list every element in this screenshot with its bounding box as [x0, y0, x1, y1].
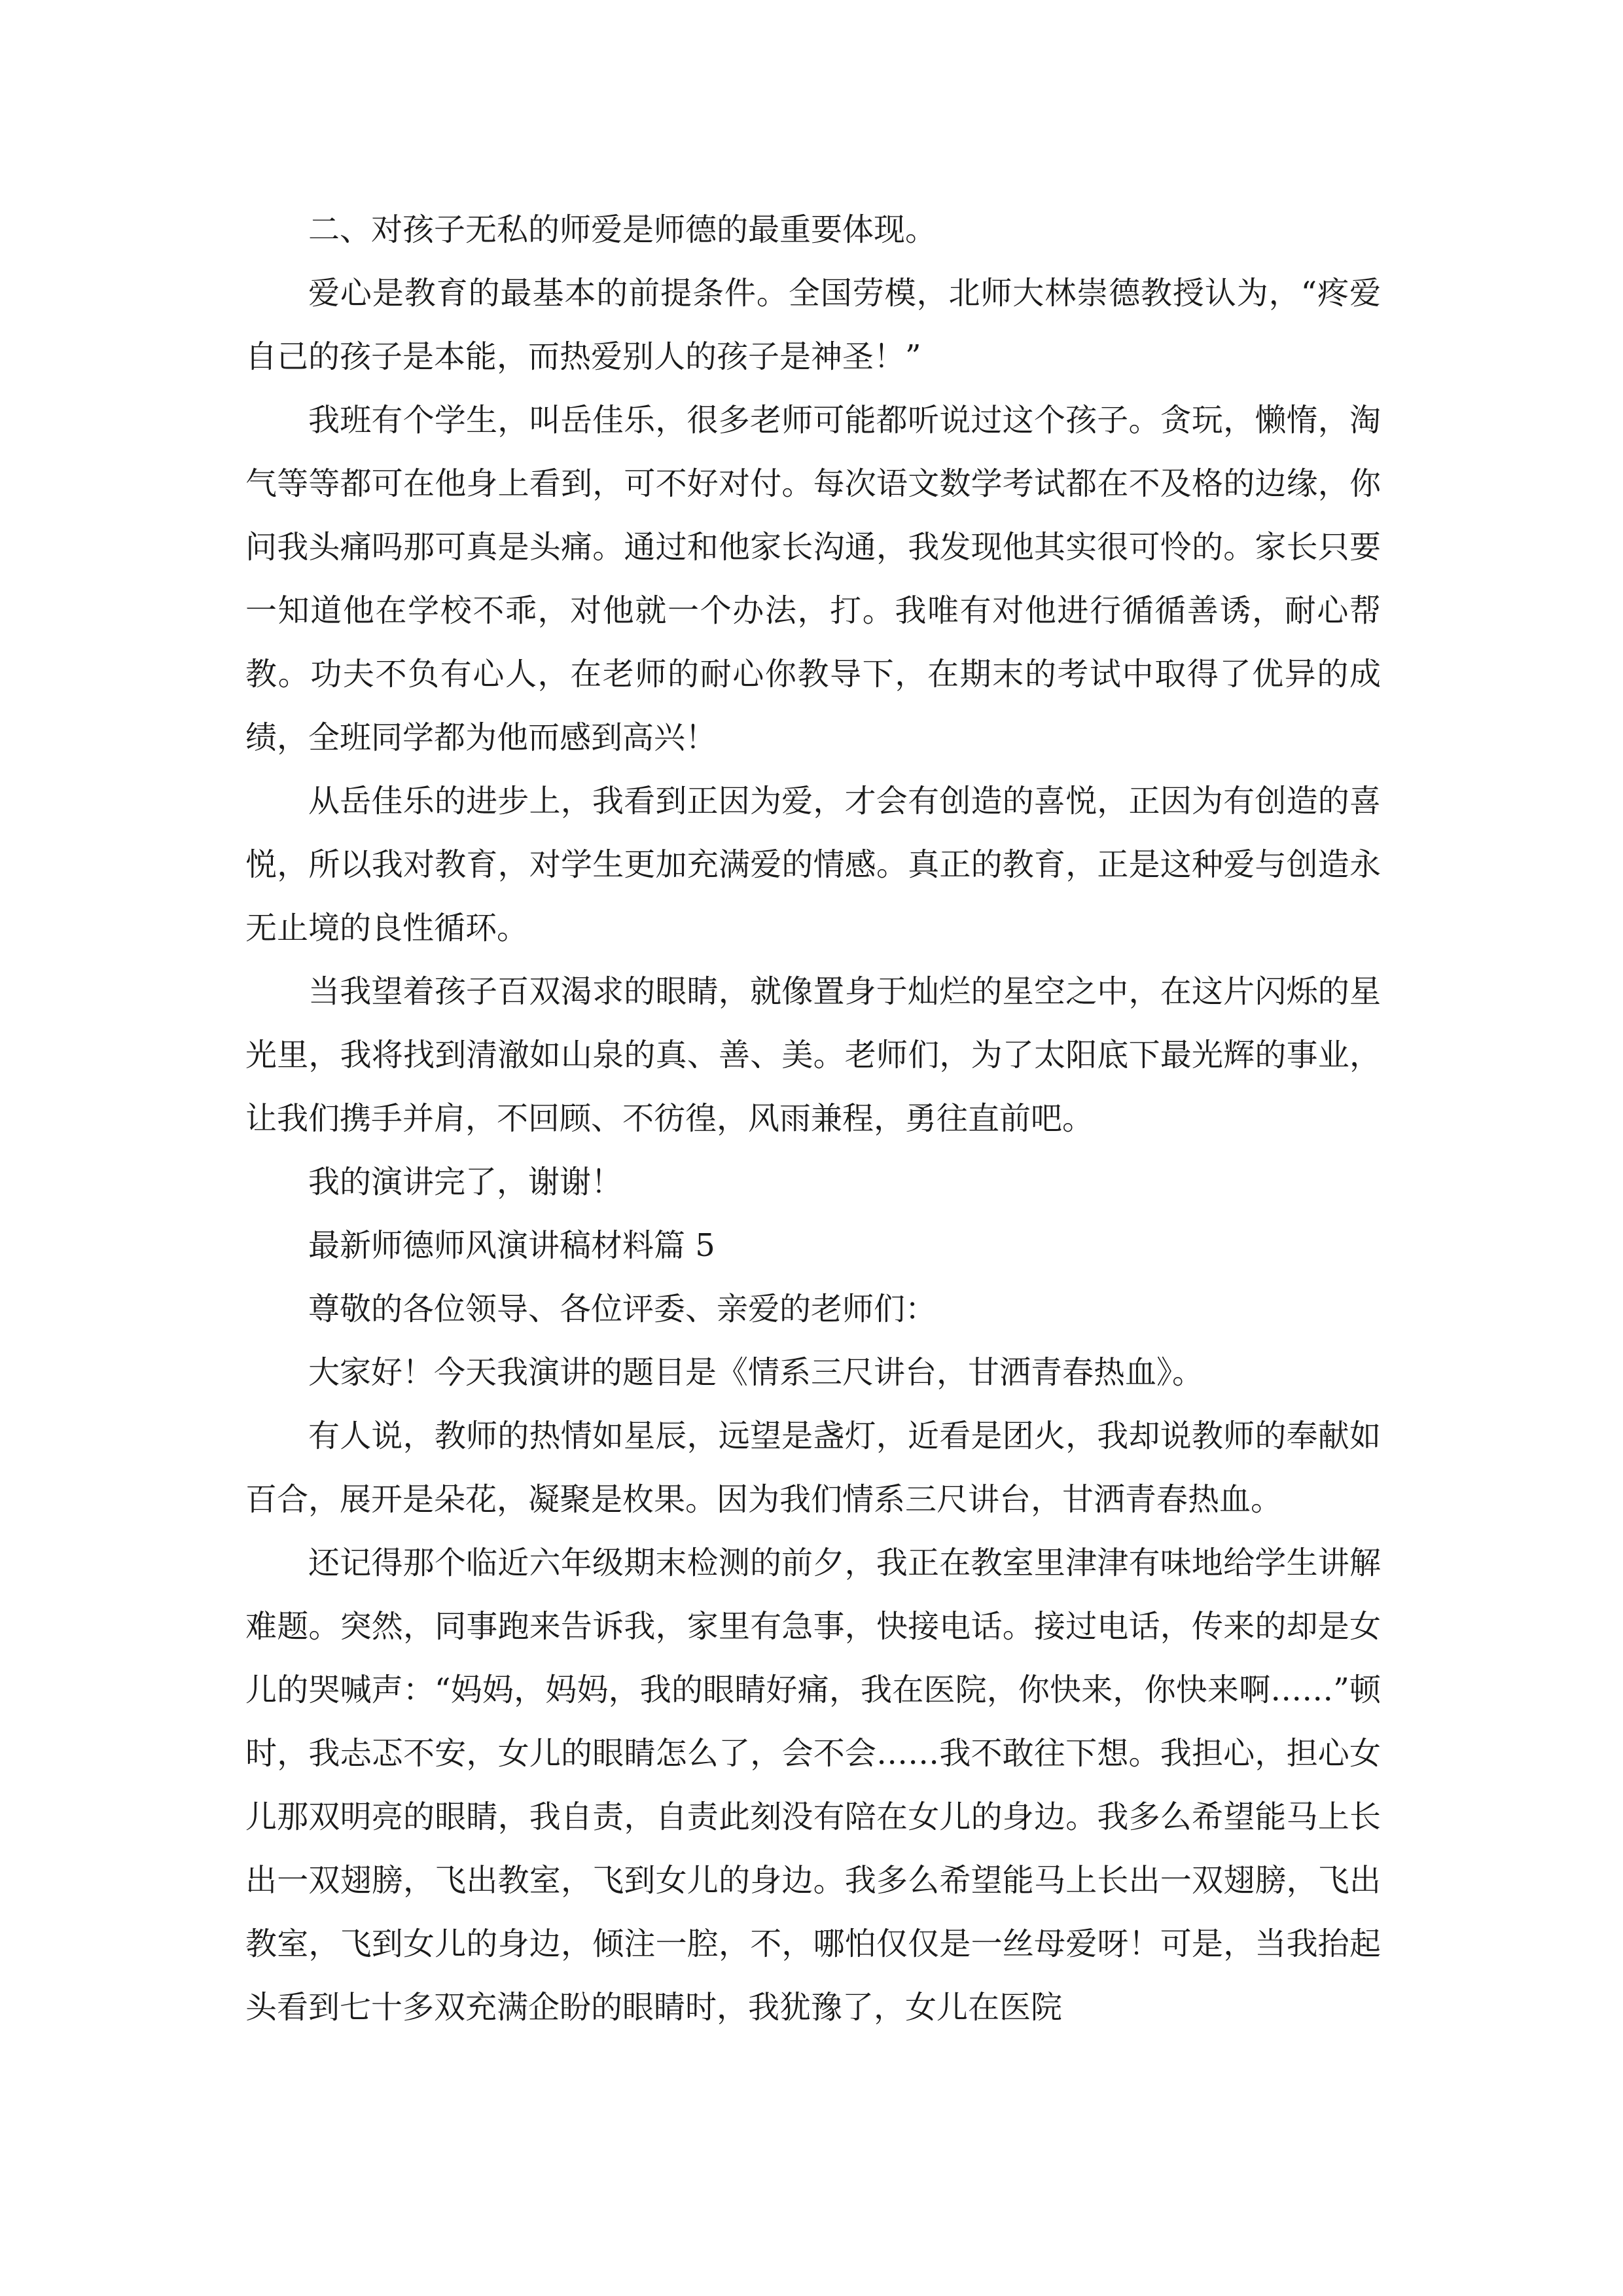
- closing-line: 我的演讲完了，谢谢！: [308, 1164, 623, 1200]
- paragraph: 二、对孩子无私的师爱是师德的最重要体现。: [308, 211, 937, 248]
- section-heading: 最新师德师风演讲稿材料篇 5: [308, 1227, 715, 1264]
- paragraph: 爱心是教育的最基本的前提条件。全国劳模，北师大林崇德教授认为，“疼爱自己的孩子是本能，而热爱别人的孩子是神圣！”: [245, 275, 1381, 375]
- paragraph: 我班有个学生，叫岳佳乐，很多老师可能都听说过这个孩子。贪玩，懒惰，淘气等等都可在他身上看到，可不好对付。每次语文数学考试都在不及格的边缘，你问我头痛吗那可真是头痛。通过和他家长沟通，我发现他其实很可怜的。家长只要一知道他在学校不乖，对他就一个办法，打。我唯有对他进行循循善诱，耐心帮教。功夫不负有心人，在老师的耐心你教导下，在期末的考试中取得了优异的成绩，全班同学都为他而感到高兴！: [245, 402, 1381, 756]
- paragraph: 从岳佳乐的进步上，我看到正因为爱，才会有创造的喜悦，正因为有创造的喜悦，所以我对教育，对学生更加充满爱的情感。真正的教育，正是这种爱与创造永无止境的良性循环。: [245, 783, 1381, 946]
- salutation: 尊敬的各位领导、各位评委、亲爱的老师们：: [308, 1291, 937, 1327]
- paragraph: 当我望着孩子百双渴求的眼睛，就像置身于灿烂的星空之中，在这片闪烁的星光里，我将找到清澈如山泉的真、善、美。老师们，为了太阳底下最光辉的事业，让我们携手并肩，不回顾、不彷徨，风雨兼程，勇往直前吧。: [245, 973, 1381, 1137]
- paragraph: 还记得那个临近六年级期末检测的前夕，我正在教室里津津有味地给学生讲解难题。突然，同事跑来告诉我，家里有急事，快接电话。接过电话，传来的却是女儿的哭喊声：“妈妈，妈妈，我的眼睛好痛，我在医院，你快来，你快来啊……”顿时，我忐忑不安，女儿的眼睛怎么了，会不会……我不敢往下想。我担心，担心女儿那双明亮的眼睛，我自责，自责此刻没有陪在女儿的身边。我多么希望能马上长出一双翅膀，飞出教室，飞到女儿的身边。我多么希望能马上长出一双翅膀，飞出教室，飞到女儿的身边，倾注一腔，不，哪怕仅仅是一丝母爱呀！可是，当我抬起头看到七十多双充满企盼的眼睛时，我犹豫了，女儿在医院: [245, 1545, 1381, 2026]
- paragraph: 有人说，教师的热情如星辰，远望是盏灯，近看是团火，我却说教师的奉献如百合，展开是朵花，凝聚是枚果。因为我们情系三尺讲台，甘洒青春热血。: [245, 1418, 1381, 1518]
- document-body: [245, 198, 1381, 2039]
- paragraph: 大家好！今天我演讲的题目是《情系三尺讲台，甘洒青春热血》。: [308, 1354, 1204, 1391]
